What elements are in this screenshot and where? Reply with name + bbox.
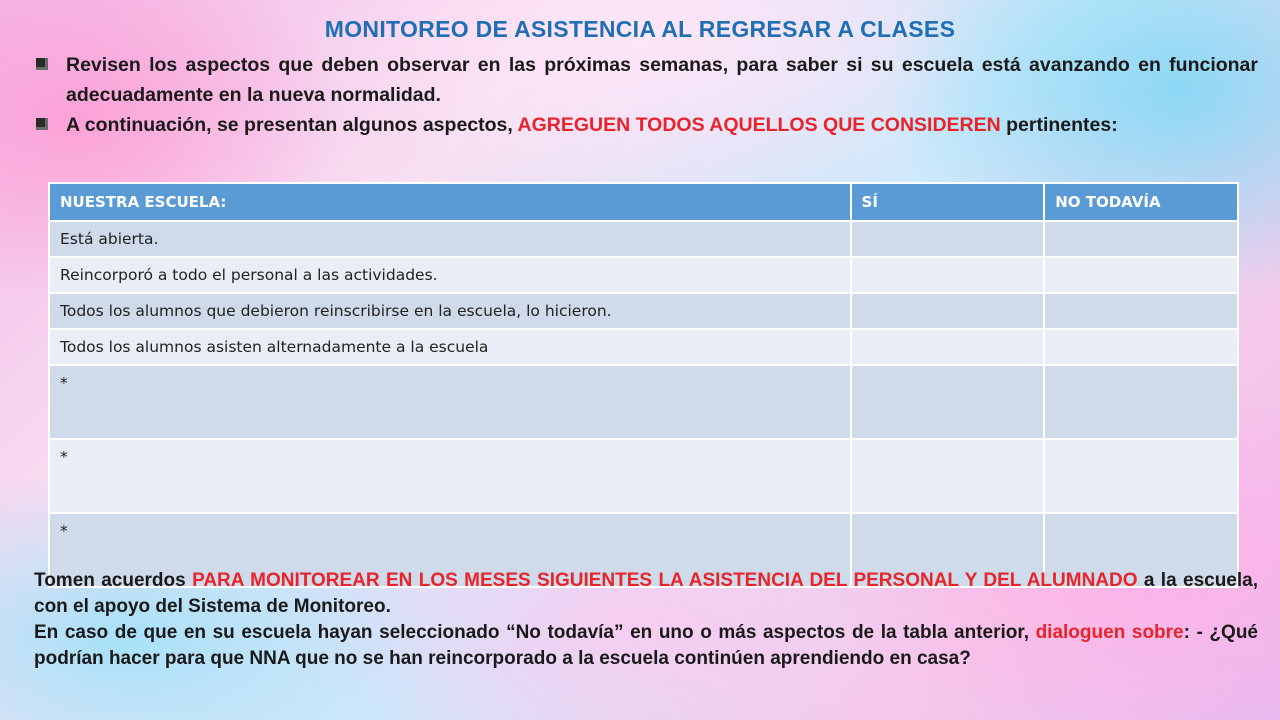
aspect-cell: Está abierta. <box>49 221 851 257</box>
table-row <box>49 221 1238 257</box>
column-header-yes: SÍ <box>851 183 1045 221</box>
yes-cell[interactable] <box>851 221 1045 257</box>
square-bullet-icon <box>36 118 48 130</box>
instruction-text: Revisen los aspectos que deben observar en las próximas semanas, para saber si su escuela está avanzando en funcionar adecuadamente en la nueva normalidad. <box>66 54 1258 106</box>
paragraph-text: Tomen acuerdos <box>34 570 193 591</box>
not-yet-cell[interactable] <box>1044 293 1238 329</box>
yes-cell[interactable] <box>851 329 1045 365</box>
instruction-text: pertinentes: <box>1000 114 1118 136</box>
paragraph-text: a la escuela, con el apoyo del Sistema de Monitoreo. <box>34 570 1258 617</box>
paragraph-highlight: PARA MONITOREAR EN LOS MESES SIGUIENTES LA ASISTENCIA DEL PERSONAL Y DEL ALUMNADO <box>192 570 1138 591</box>
agreement-paragraph <box>34 568 1258 620</box>
column-header-aspect: NUESTRA ESCUELA: <box>49 183 851 221</box>
page-title: MONITOREO DE ASISTENCIA AL REGRESAR A CLASES <box>324 16 956 42</box>
not-yet-cell[interactable] <box>1044 329 1238 365</box>
yes-cell[interactable] <box>851 365 1045 439</box>
instruction-item <box>36 50 1258 110</box>
aspect-cell: Todos los alumnos que debieron reinscribirse en la escuela, lo hicieron. <box>49 293 851 329</box>
aspect-cell: Todos los alumnos asisten alternadamente a la escuela <box>49 329 851 365</box>
dialogue-paragraph <box>34 620 1258 672</box>
aspect-cell[interactable]: * <box>49 513 851 587</box>
aspect-cell[interactable]: * <box>49 365 851 439</box>
aspect-cell: Reincorporó a todo el personal a las actividades. <box>49 257 851 293</box>
instruction-highlight: AGREGUEN TODOS AQUELLOS QUE CONSIDEREN <box>517 114 1001 136</box>
instruction-text: A continuación, se presentan algunos aspectos, <box>66 114 518 136</box>
not-yet-cell[interactable] <box>1044 365 1238 439</box>
instruction-item <box>36 110 1258 140</box>
paragraph-text: En caso de que en su escuela hayan seleccionado “No todavía” en uno o más aspectos de la tabla anterior, <box>34 622 1036 643</box>
table-row <box>49 365 1238 439</box>
instructions-list <box>36 50 1258 140</box>
yes-cell[interactable] <box>851 439 1045 513</box>
table-row <box>49 293 1238 329</box>
checklist-table <box>48 182 1239 588</box>
table-row <box>49 439 1238 513</box>
not-yet-cell[interactable] <box>1044 221 1238 257</box>
table-header-row <box>49 183 1238 221</box>
agreements-text <box>34 568 1258 672</box>
paragraph-text: : - ¿Qué podrían hacer para que NNA que no se han reincorporado a la escuela continúen aprendiendo en casa? <box>34 622 1258 669</box>
yes-cell[interactable] <box>851 293 1045 329</box>
yes-cell[interactable] <box>851 257 1045 293</box>
square-bullet-icon <box>36 58 48 70</box>
table-row <box>49 257 1238 293</box>
column-header-not-yet: NO TODAVÍA <box>1044 183 1238 221</box>
aspect-cell[interactable]: * <box>49 439 851 513</box>
not-yet-cell[interactable] <box>1044 439 1238 513</box>
not-yet-cell[interactable] <box>1044 257 1238 293</box>
paragraph-highlight: dialoguen sobre <box>1035 622 1184 643</box>
table-row <box>49 329 1238 365</box>
